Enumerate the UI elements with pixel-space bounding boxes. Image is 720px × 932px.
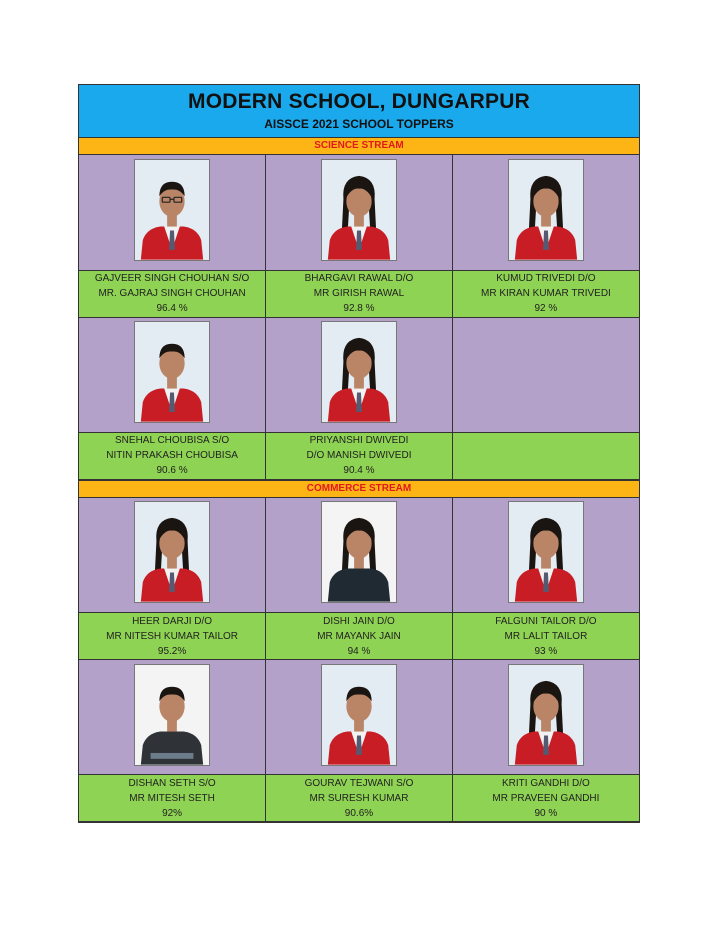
commerce-toppers-grid [79,498,639,823]
student-name: DISHI JAIN D/O [323,615,395,627]
student-score: 90.6 % [156,465,188,476]
student-name: PRIYANSHI DWIVEDI [309,435,409,446]
student-photo-cell [266,155,453,270]
student-name: BHARGAVI RAWAL D/O [304,273,414,284]
student-info-cell [266,775,453,822]
student-info-cell [452,775,639,822]
student-photo [134,501,210,603]
parent-name: MR. GAJRAJ SINGH CHOUHAN [98,288,246,299]
student-info-cell [79,775,266,822]
commerce-table [79,498,639,823]
parent-name: MR PRAVEEN GANDHI [492,792,600,804]
sheet-subtitle: AISSCE 2021 SCHOOL TOPPERS [264,117,454,131]
student-score: 90.6% [344,807,374,819]
student-name: GAJVEER SINGH CHOUHAN S/O [94,273,250,284]
parent-name: D/O MANISH DWIVEDI [306,450,412,461]
student-photo-cell [79,498,266,613]
student-score: 95.2% [157,645,187,657]
student-score: 92.8 % [343,303,375,314]
student-photo-cell [452,498,639,613]
student-score: 94 % [347,645,371,657]
student-info-cell [79,270,266,317]
science-stream-heading: SCIENCE STREAM [79,138,639,155]
student-name: GOURAV TEJWANI S/O [304,777,414,789]
parent-name: MR NITESH KUMAR TAILOR [106,630,239,642]
student-info-cell [266,613,453,660]
student-name: KUMUD TRIVEDI D/O [496,273,596,284]
student-photo-cell [266,317,453,432]
parent-name: MR KIRAN KUMAR TRIVEDI [480,288,611,299]
science-table [79,155,639,480]
student-photo-cell [79,155,266,270]
student-score: 90 % [534,807,558,819]
photo-row [79,155,639,270]
student-photo [321,664,397,766]
parent-name: MR MAYANK JAIN [317,630,401,642]
student-name: DISHAN SETH S/O [128,777,216,789]
student-photo [321,501,397,603]
student-info-cell [452,432,639,479]
student-photo-cell [452,317,639,432]
parent-name: MR GIRISH RAWAL [313,288,405,299]
student-info-cell [452,270,639,317]
student-photo [508,501,584,603]
student-photo-cell [266,498,453,613]
sheet-header [79,85,639,138]
photo-row [79,660,639,775]
parent-name: MR MITESH SETH [129,792,215,804]
student-photo-cell [266,660,453,775]
student-score: 92 % [534,303,558,314]
student-score: 93 % [534,645,558,657]
info-row [79,432,639,479]
info-row [79,775,639,822]
student-photo [508,159,584,261]
student-photo-cell [79,317,266,432]
photo-row [79,498,639,613]
student-name: HEER DARJI D/O [132,615,213,627]
school-title: MODERN SCHOOL, DUNGARPUR [188,90,530,113]
student-photo [134,664,210,766]
info-row [79,270,639,317]
student-info-cell [79,432,266,479]
student-score: 90.4 % [343,465,375,476]
info-row [79,613,639,660]
student-name: FALGUNI TAILOR D/O [495,615,597,627]
student-photo [321,159,397,261]
student-info-cell [266,432,453,479]
science-toppers-grid [79,155,639,480]
student-photo [508,664,584,766]
student-photo [134,159,210,261]
student-photo-cell [452,155,639,270]
student-name: SNEHAL CHOUBISA S/O [115,435,230,446]
parent-name: MR SURESH KUMAR [309,792,409,804]
student-photo [134,321,210,423]
student-score: 92% [162,807,183,819]
parent-name: MR LALIT TAILOR [504,630,588,642]
student-name: KRITI GANDHI D/O [502,777,590,789]
student-score: 96.4 % [156,303,188,314]
student-photo-cell [452,660,639,775]
student-info-cell [266,270,453,317]
student-photo [321,321,397,423]
student-info-cell [79,613,266,660]
student-photo-cell [79,660,266,775]
photo-row [79,317,639,432]
toppers-sheet [78,84,640,823]
parent-name: NITIN PRAKASH CHOUBISA [106,450,238,461]
student-info-cell [452,613,639,660]
commerce-stream-heading: COMMERCE STREAM [79,480,639,498]
